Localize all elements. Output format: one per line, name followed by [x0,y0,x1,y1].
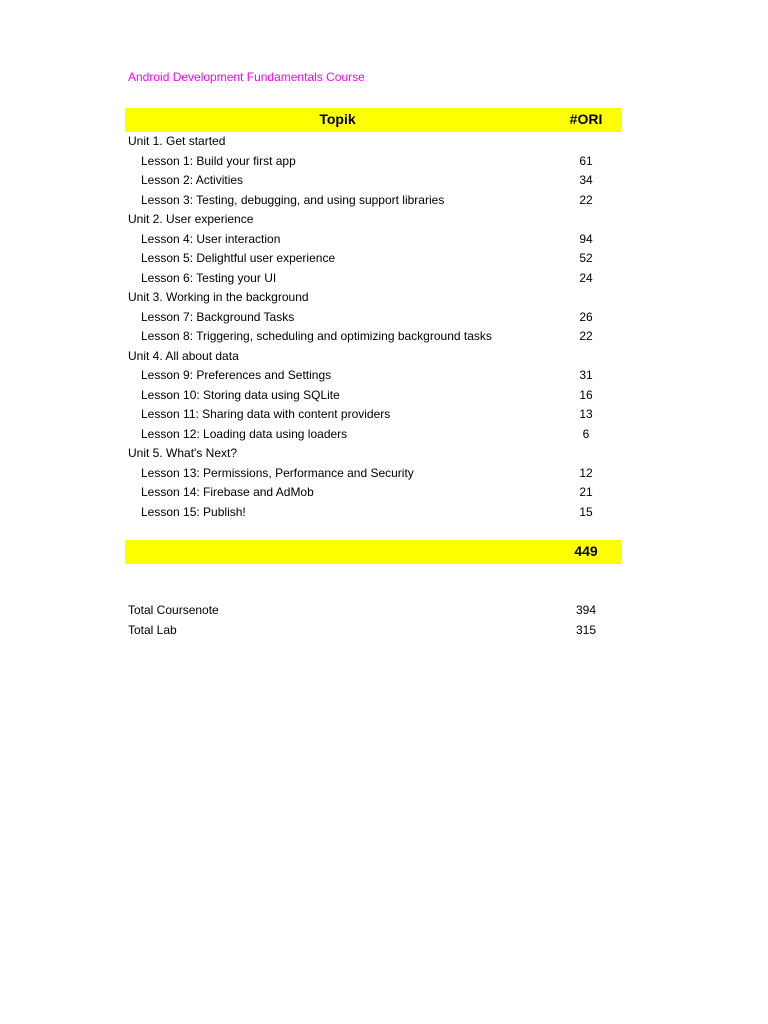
table-row [125,191,622,211]
table-row [125,171,622,191]
table-row [125,327,622,347]
row-value: 26 [579,309,593,324]
table-row [125,132,622,152]
lesson-label: Lesson 3: Testing, debugging, and using support libraries [141,192,445,207]
table-row [125,444,622,464]
lesson-label: Lesson 14: Firebase and AdMob [141,485,314,499]
header-ori: #ORI [569,111,603,127]
table-row [125,288,622,308]
row-value: 21 [579,485,593,499]
table-row [125,347,622,367]
table-row [125,308,622,328]
lesson-label: Lesson 13: Permissions, Performance and Security [141,465,414,480]
row-value: 94 [579,231,593,246]
table-row [125,249,622,269]
header-topik: Topik [319,111,356,127]
summary-row [125,621,622,641]
summary-label: Total Lab [128,622,177,637]
summary-value: 394 [575,603,597,617]
lesson-label: Lesson 15: Publish! [141,504,246,519]
lesson-label: Lesson 11: Sharing data with content providers [141,407,391,421]
summary-table [125,601,622,640]
table-row [125,366,622,386]
row-value: 52 [579,251,593,265]
total-row [125,540,622,564]
row-value: 24 [579,270,593,285]
table-header [125,108,622,132]
lesson-label: Lesson 8: Triggering, scheduling and optimizing background tasks [141,329,492,343]
lesson-label: Lesson 5: Delightful user experience [141,251,336,265]
lesson-table [125,132,622,522]
total-value: 449 [574,543,598,559]
row-value: 61 [579,153,593,168]
lesson-label: Lesson 2: Activities [141,173,244,187]
unit-label: Unit 1. Get started [128,134,226,148]
unit-label: Unit 4. All about data [128,348,239,363]
course-title: Android Development Fundamentals Course [128,70,365,84]
row-value: 13 [579,407,593,421]
lesson-label: Lesson 6: Testing your UI [141,270,277,285]
table-row [125,210,622,230]
lesson-label: Lesson 10: Storing data using SQLite [141,387,340,402]
lesson-label: Lesson 7: Background Tasks [141,309,295,324]
lesson-label: Lesson 4: User interaction [141,231,281,246]
summary-value: 315 [575,622,597,637]
row-value: 22 [579,192,593,207]
row-value: 6 [582,426,590,441]
row-value: 15 [579,504,593,519]
unit-label: Unit 2. User experience [128,212,254,226]
table-row [125,152,622,172]
unit-label: Unit 3. Working in the background [128,290,309,304]
table-row [125,464,622,484]
table-row [125,405,622,425]
row-value: 22 [579,329,593,343]
table-row [125,483,622,503]
row-value: 34 [579,173,593,187]
row-value: 31 [579,368,593,382]
unit-label: Unit 5. What's Next? [128,446,237,460]
table-row [125,269,622,289]
row-value: 12 [579,465,593,480]
summary-label: Total Coursenote [128,603,219,617]
table-row [125,230,622,250]
row-value: 16 [579,387,593,402]
table-row [125,425,622,445]
lesson-label: Lesson 12: Loading data using loaders [141,426,348,441]
table-row [125,386,622,406]
summary-row [125,601,622,621]
table-row [125,503,622,523]
lesson-label: Lesson 1: Build your first app [141,153,296,168]
lesson-label: Lesson 9: Preferences and Settings [141,368,332,382]
